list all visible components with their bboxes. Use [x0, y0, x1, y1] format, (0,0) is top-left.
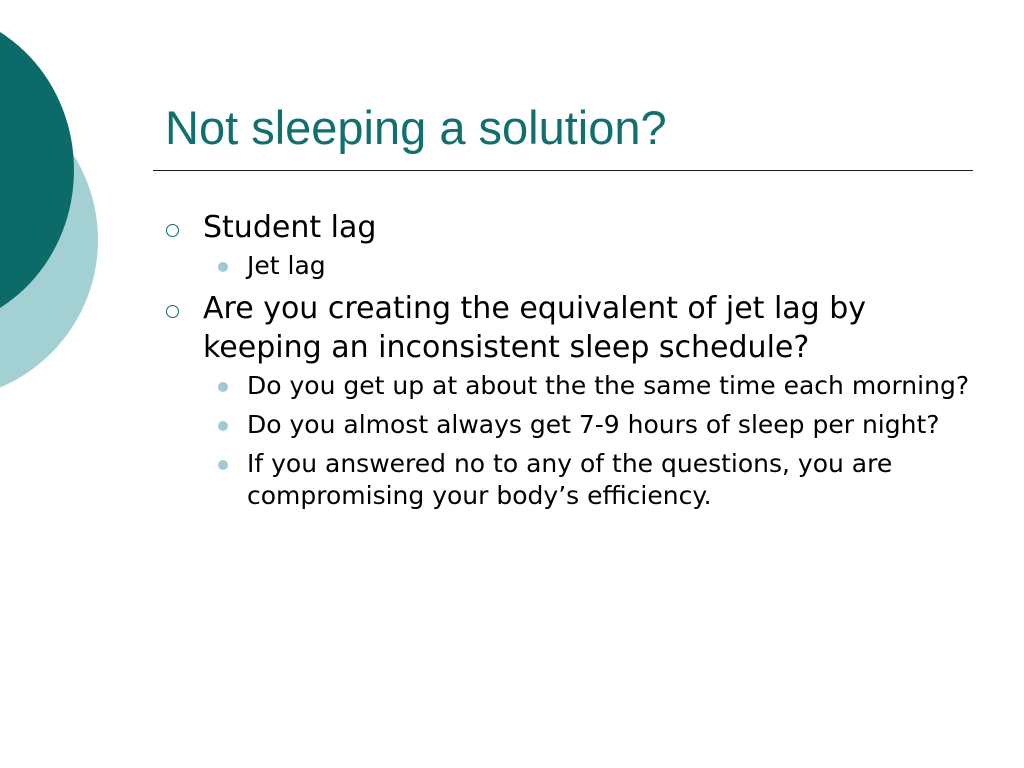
- sub-bullet-text: Jet lag: [247, 251, 326, 280]
- sub-bullet-jet-lag: [163, 250, 983, 282]
- bullet-text: Are you creating the equivalent of jet lag by keeping an inconsistent sleep schedule?: [203, 291, 867, 365]
- sub-bullet-text: Do you get up at about the the same time each morning?: [247, 371, 970, 400]
- dot-bullet-icon: [218, 460, 228, 470]
- bullet-text: Student lag: [203, 210, 377, 245]
- title-divider: [153, 170, 973, 171]
- sub-bullet-sleep-hours: [163, 409, 983, 441]
- slide-body: [163, 208, 983, 519]
- slide-title: Not sleeping a solution?: [165, 101, 667, 154]
- dot-bullet-icon: [218, 262, 228, 272]
- sub-bullet-text: If you answered no to any of the questions, you are compromising your body’s efficiency.: [247, 449, 893, 510]
- bullet-inconsistent-schedule: [163, 289, 983, 367]
- bullet-student-lag: [163, 208, 983, 247]
- hollow-circle-bullet-icon: [166, 305, 179, 318]
- dot-bullet-icon: [218, 382, 228, 392]
- dot-bullet-icon: [218, 421, 228, 431]
- sub-bullet-efficiency: [163, 448, 983, 512]
- sub-bullet-text: Do you almost always get 7-9 hours of sleep per night?: [247, 410, 940, 439]
- sub-bullet-wake-time: [163, 370, 983, 402]
- hollow-circle-bullet-icon: [166, 224, 179, 237]
